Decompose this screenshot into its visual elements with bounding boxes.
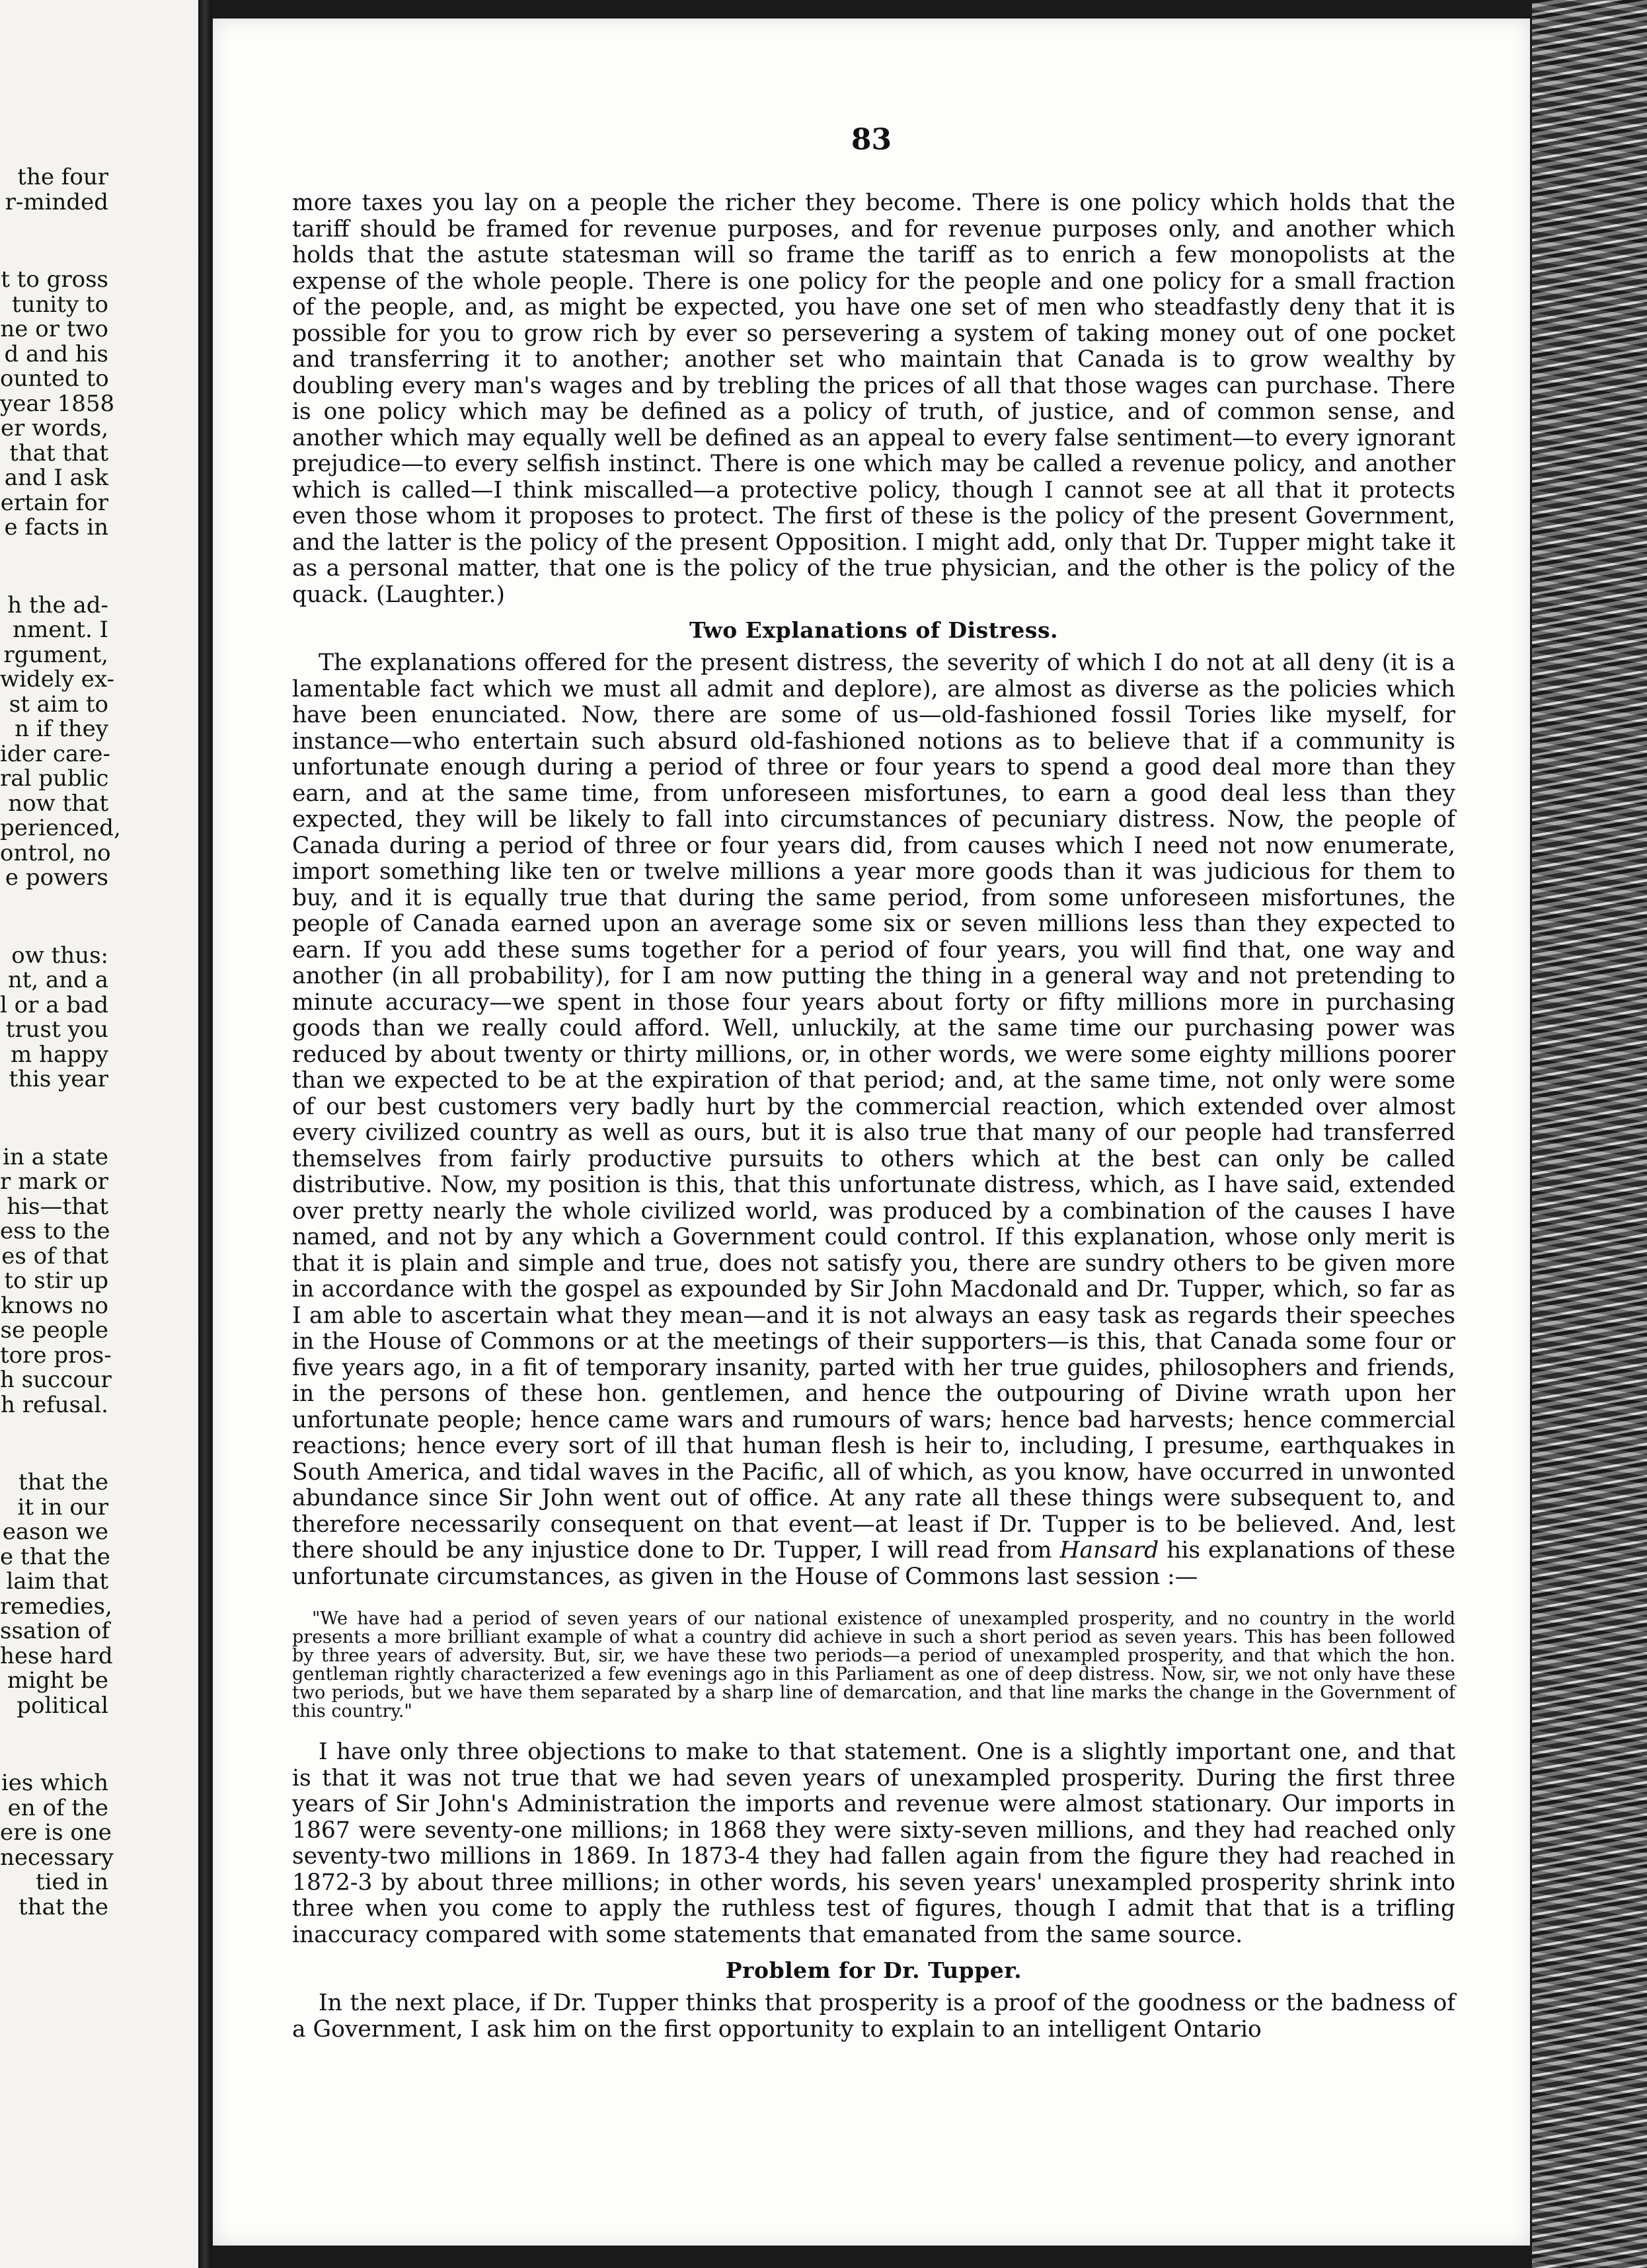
right-page bbox=[213, 19, 1530, 2246]
left-page-line: r mark or bbox=[0, 1168, 108, 1195]
left-page-line: en of the bbox=[7, 1794, 108, 1821]
left-page-line: h succour bbox=[0, 1367, 112, 1393]
left-page-line: now that bbox=[8, 790, 108, 817]
paragraph-2 bbox=[292, 650, 1455, 1590]
left-page-line: ies which bbox=[1, 1770, 108, 1796]
marbled-edge bbox=[1532, 0, 1647, 2268]
left-page-line: ess to the bbox=[0, 1218, 110, 1244]
left-page-lines bbox=[0, 165, 198, 1920]
left-page-line: ounted to bbox=[0, 365, 109, 392]
left-page-line: ssation of bbox=[0, 1618, 110, 1644]
paragraph-4: In the next place, if Dr. Tupper thinks that prosperity is a proof of the goodness or the badness of a Government, I ask him on the first opportunity to explain to an intelligent Ontario bbox=[292, 1990, 1455, 2043]
left-page-line: ontrol, no bbox=[0, 839, 111, 866]
page-number: 83 bbox=[851, 123, 892, 157]
left-page-line: that that bbox=[9, 439, 108, 467]
left-page-line: this year bbox=[9, 1066, 108, 1092]
left-page-line: ral public bbox=[0, 765, 109, 792]
paragraph-2-tail: his explanations of these unfortunate circumstances, as given in the House of Commons last session :— bbox=[292, 1537, 1456, 1590]
left-page-line: e facts in bbox=[4, 514, 108, 541]
paragraph-1: more taxes you lay on a people the richer they become. There is one policy which holds that the tariff should be framed for revenue purposes, and for revenue purposes only, and another which holds that the astute statesman will so frame the tariff as to enrich a few monopolists at the expense of the whole people. There is one policy for the people and one policy for a small fraction of the people, and, as might be expected, you have one set of men who steadfastly deny that it is possible for you to grow rich by ever so persevering a system of taking money out of one pocket and transferring it to another; another set who maintain that Canada is to grow wealthy by doubling every man's wages and by trebling the prices of all that those wages can purchase. There is one policy which may be defined as a policy of truth, of justice, and of common sense, and another which may equally well be defined as an appeal to every false sentiment—to every ignorant prejudice—to every selfish instinct. There is one which may be called a revenue policy, and another which is called—I think miscalled—a protective policy, though I cannot see at all that it protects even those whom it proposes to protect. The first of these is the policy of the present Government, and the latter is the policy of the present Opposition. I might add, only that Dr. Tupper might take it as a personal matter, that one is the policy of the true physician, and the other is the policy of the quack. (Laughter.) bbox=[292, 190, 1455, 608]
left-page-line: e powers bbox=[5, 864, 108, 891]
left-page-line: widely ex- bbox=[0, 666, 114, 693]
left-page-line: h refusal. bbox=[1, 1391, 108, 1418]
left-page-line: t to gross bbox=[1, 266, 108, 293]
left-page-gap bbox=[0, 215, 198, 268]
left-page-line: l or a bad bbox=[0, 991, 109, 1018]
left-page-line: that the bbox=[19, 1893, 108, 1920]
left-page-line: might be bbox=[7, 1667, 108, 1694]
left-page-line: remedies, bbox=[0, 1593, 112, 1620]
left-page-line: political bbox=[17, 1692, 108, 1719]
left-page-gap bbox=[0, 1092, 198, 1145]
left-page-line: d and his bbox=[4, 340, 108, 367]
left-page-line: his—that bbox=[7, 1193, 108, 1220]
left-page-line: e that the bbox=[0, 1543, 110, 1570]
left-page-line: hese hard bbox=[0, 1642, 113, 1669]
left-page-line: eason we bbox=[2, 1519, 108, 1545]
left-page-gap bbox=[0, 891, 198, 944]
left-page-line: necessary bbox=[0, 1844, 114, 1871]
left-page-line: es of that bbox=[1, 1242, 108, 1269]
left-page-line: ertain for bbox=[0, 489, 108, 516]
left-page-line: tore pros- bbox=[0, 1342, 112, 1369]
paragraph-2-main: The explanations offered for the present distress, the severity of which I do not at all deny (it is a lamentable fact which we must all admit and deplore), are almost as diverse as the policies which have been enunciated. Now, there are some of us—old-fashioned fossil Tories like myself, for instance—who entertain such absurd old-fashioned notions as to believe that if a community is unfortunate enough during a period of three or four years to spend a good deal more than they earn, and at the same time, from unforeseen misfortunes, to earn a good deal less than they expected, they will be likely to fall into circumstances of pecuniary distress. Now, the people of Canada during a period of three or four years did, from causes which I need not now enumerate, import something like ten or twelve millions a year more goods than it was judicious for them to buy, and it is equally true that during the same period, from some unforeseen misfortunes, the people of Canada earned upon an average some six or seven millions less than they expected to earn. If you add these sums together for a period of four years, you will find that, one way and another (in all probability), for I am now putting the thing in a general way and not pretending to minute accuracy—we spent in those four years about forty or fifty millions more in purchasing goods than we really could afford. Well, unluckily, at the same time our purchasing power was reduced by about twenty or thirty millions, or, in other words, we were some eighty millions poorer than we expected to be at the expiration of that period; and, at the same time, not only were some of our best customers very badly hurt by the commercial reaction, which extended over almost every civilized country as well as ours, but it is also true that many of our people had transferred themselves from fairly productive pursuits to others which at the best can only be called distributive. Now, my position is this, that this unfortunate distress, which, as I have said, extended over pretty nearly the whole civilized world, was produced by a combination of the causes I have named, and not by any which a Government could control. If this explanation, whose only merit is that it is plain and simple and true, does not satisfy you, there are sundry others to be given more in accordance with the gospel as expounded by Sir John Macdonald and Dr. Tupper, which, so far as I am able to ascertain what they mean—and it is not always an easy task as regards their speeches in the House of Commons or at the meetings of their supporters—is this, that Canada some four or five years ago, in a fit of temporary insanity, parted with her true guides, philosophers and friends, in the persons of these hon. gentlemen, and hence the outpouring of Divine wrath upon her unfortunate people; hence came wars and rumours of wars; hence bad harvests; hence commercial reactions; hence every sort of ill that human flesh is heir to, including, I presume, earthquakes in South America, and tidal waves in the Pacific, all of which, as you know, have occurred in unwonted abundance since Sir John went out of office. At any rate all these things were subsequent to, and therefore necessarily consequent on that event—at least if Dr. Tupper is to be believed. And, lest there should be any injustice done to Dr. Tupper, I will read from bbox=[292, 650, 1455, 1564]
left-page-line: se people bbox=[0, 1317, 108, 1343]
left-page-line: that the bbox=[19, 1469, 108, 1495]
left-page-line: r-minded bbox=[5, 188, 108, 215]
left-page-gap bbox=[0, 541, 198, 593]
paragraph-3: I have only three objections to make to that statement. One is a slightly important one, and that is that it was not true that we had seven years of unexampled prosperity. During the first three years of Sir John's Administration the imports and revenue were almost stationary. Our imports in 1867 were seventy-one millions; in 1868 they were sixty-seven millions, and they had reached only seventy-two millions in 1869. In 1873-4 they had fallen again from the figure they had reached in 1872-3 by about three millions; in other words, his seven years' unexampled prosperity shrink into three when you come to apply the ruthless test of figures, though I admit that that is a trifling inaccuracy compared with some statements that emanated from the same source. bbox=[292, 1739, 1455, 1948]
left-page-line: laim that bbox=[6, 1568, 108, 1595]
left-page-line: ow thus: bbox=[11, 942, 108, 969]
left-page-line: rgument, bbox=[3, 641, 108, 668]
left-page-line: and I ask bbox=[4, 465, 108, 491]
left-page-line: st aim to bbox=[9, 691, 108, 718]
left-page-line: tunity to bbox=[11, 291, 108, 318]
left-page-line: tied in bbox=[35, 1869, 108, 1895]
left-page-line: nment. I bbox=[13, 617, 108, 643]
left-page-line: h the ad- bbox=[7, 591, 108, 619]
left-page-line: knows no bbox=[1, 1292, 108, 1319]
left-page-line: n if they bbox=[15, 716, 108, 742]
left-page-gap bbox=[0, 1418, 198, 1470]
left-page-line: to stir up bbox=[4, 1267, 108, 1294]
page-body bbox=[292, 190, 1455, 2043]
hansard-italic: Hansard bbox=[1059, 1537, 1159, 1564]
left-page-line: ere is one bbox=[0, 1819, 112, 1846]
section-heading-2: Problem for Dr. Tupper. bbox=[725, 1957, 1022, 1983]
left-page-line: it in our bbox=[17, 1493, 108, 1521]
left-page-line: perienced, bbox=[0, 815, 121, 841]
book-gutter bbox=[198, 0, 211, 2268]
left-page-fragment bbox=[0, 0, 204, 2268]
block-quote: "We have had a period of seven years of our national existence of unexampled prosperity, and no country in the world presents a more brilliant example of what a country did achieve in such a short period as seven years. This has been followed by three years of adversity. But, sir, we have these two periods—a period of unexampled prosperity, and that which the hon. gentleman rightly characterized a few evenings ago in this Parliament as one of deep distress. Now, sir, we not only have these two periods, but we have them separated by a sharp line of demarcation, and that line marks the change in the Government of this country." bbox=[292, 1608, 1455, 1721]
left-page-line: er words, bbox=[0, 415, 108, 441]
left-page-line: nt, and a bbox=[7, 967, 108, 993]
section-heading-1: Two Explanations of Distress. bbox=[689, 617, 1059, 643]
left-page-line: m happy bbox=[11, 1041, 108, 1068]
left-page-gap bbox=[0, 1718, 198, 1771]
left-page-line: year 1858 bbox=[0, 390, 115, 417]
left-page-line: in a state bbox=[3, 1143, 108, 1170]
left-page-line: ider care- bbox=[0, 740, 110, 767]
left-page-line: trust you bbox=[5, 1016, 108, 1043]
left-page-line: ne or two bbox=[0, 316, 108, 342]
left-page-line: the four bbox=[17, 164, 108, 190]
